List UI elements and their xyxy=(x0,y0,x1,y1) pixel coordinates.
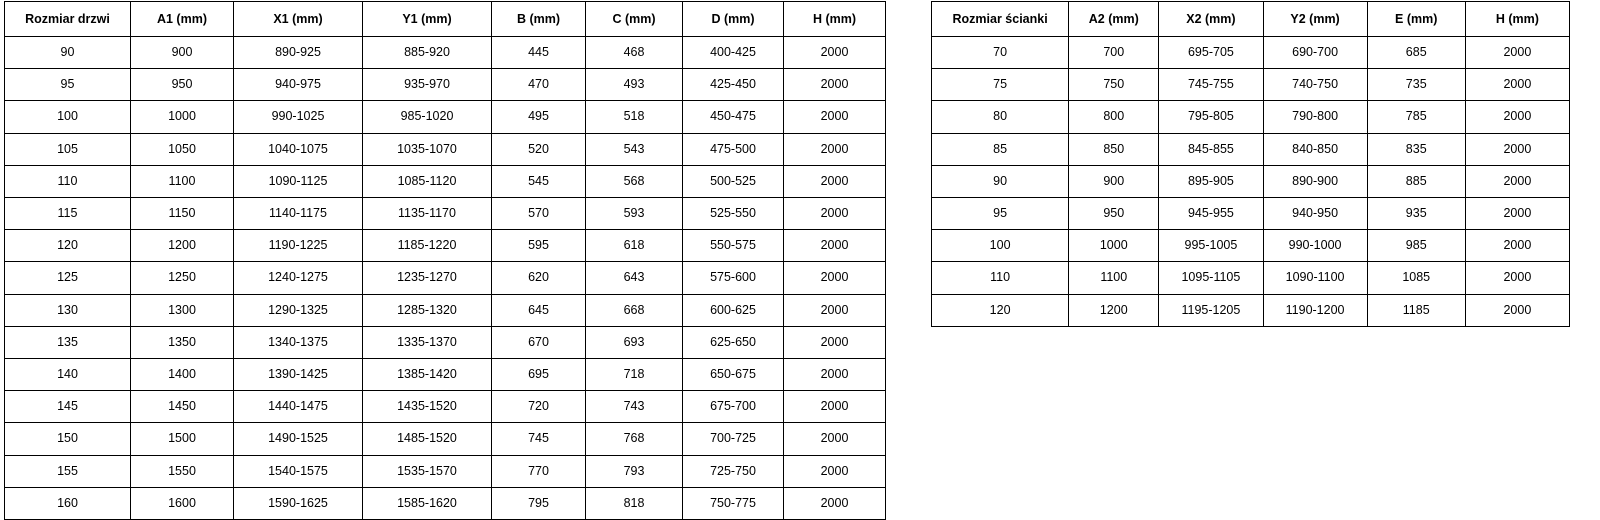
wall-panel-cell: 100 xyxy=(932,230,1069,262)
table-row xyxy=(5,423,886,455)
wall-panel-column-header: H (mm) xyxy=(1465,2,1569,37)
wall-panel-cell: 740-750 xyxy=(1263,69,1367,101)
door-size-cell: 1585-1620 xyxy=(363,487,492,519)
door-size-cell: 2000 xyxy=(784,455,886,487)
wall-panel-cell: 850 xyxy=(1069,133,1159,165)
door-size-cell: 2000 xyxy=(784,326,886,358)
door-size-cell: 470 xyxy=(492,69,586,101)
table-row xyxy=(5,37,886,69)
door-size-cell: 745 xyxy=(492,423,586,455)
wall-panel-cell: 2000 xyxy=(1465,69,1569,101)
table-row xyxy=(932,37,1570,69)
door-size-cell: 768 xyxy=(586,423,683,455)
door-size-cell: 1250 xyxy=(131,262,234,294)
door-size-cell: 625-650 xyxy=(683,326,784,358)
wall-panel-cell: 840-850 xyxy=(1263,133,1367,165)
wall-panel-cell: 940-950 xyxy=(1263,198,1367,230)
door-size-cell: 885-920 xyxy=(363,37,492,69)
door-size-cell: 818 xyxy=(586,487,683,519)
door-size-cell: 1290-1325 xyxy=(234,294,363,326)
door-size-cell: 643 xyxy=(586,262,683,294)
door-size-cell: 155 xyxy=(5,455,131,487)
table-body xyxy=(932,37,1570,327)
door-size-column-header: C (mm) xyxy=(586,2,683,37)
door-size-cell: 1390-1425 xyxy=(234,359,363,391)
wall-panel-cell: 1200 xyxy=(1069,294,1159,326)
table-row xyxy=(5,262,886,294)
table-row xyxy=(932,165,1570,197)
door-size-cell: 2000 xyxy=(784,101,886,133)
door-size-cell: 568 xyxy=(586,165,683,197)
door-size-cell: 450-475 xyxy=(683,101,784,133)
wall-panel-column-header: X2 (mm) xyxy=(1159,2,1263,37)
wall-panel-cell: 85 xyxy=(932,133,1069,165)
door-size-cell: 120 xyxy=(5,230,131,262)
door-size-cell: 1400 xyxy=(131,359,234,391)
door-size-cell: 100 xyxy=(5,101,131,133)
door-size-cell: 2000 xyxy=(784,230,886,262)
wall-panel-cell: 90 xyxy=(932,165,1069,197)
door-size-cell: 990-1025 xyxy=(234,101,363,133)
door-size-table xyxy=(4,1,886,520)
wall-panel-cell: 2000 xyxy=(1465,294,1569,326)
door-size-cell: 1090-1125 xyxy=(234,165,363,197)
door-size-cell: 1185-1220 xyxy=(363,230,492,262)
door-size-cell: 1040-1075 xyxy=(234,133,363,165)
wall-panel-cell: 1085 xyxy=(1367,262,1465,294)
wall-panel-cell: 885 xyxy=(1367,165,1465,197)
door-size-cell: 725-750 xyxy=(683,455,784,487)
wall-panel-cell: 785 xyxy=(1367,101,1465,133)
door-size-cell: 445 xyxy=(492,37,586,69)
door-size-cell: 2000 xyxy=(784,487,886,519)
door-size-cell: 1350 xyxy=(131,326,234,358)
table-row xyxy=(932,230,1570,262)
door-size-cell: 2000 xyxy=(784,37,886,69)
door-size-column-header: B (mm) xyxy=(492,2,586,37)
table-row xyxy=(932,262,1570,294)
door-size-cell: 495 xyxy=(492,101,586,133)
door-size-cell: 743 xyxy=(586,391,683,423)
door-size-cell: 593 xyxy=(586,198,683,230)
wall-panel-cell: 950 xyxy=(1069,198,1159,230)
door-size-cell: 595 xyxy=(492,230,586,262)
door-size-cell: 695 xyxy=(492,359,586,391)
wall-panel-size-table xyxy=(931,1,1570,327)
door-size-cell: 645 xyxy=(492,294,586,326)
wall-panel-cell: 795-805 xyxy=(1159,101,1263,133)
wall-panel-cell: 985 xyxy=(1367,230,1465,262)
table-row xyxy=(5,391,886,423)
door-size-cell: 95 xyxy=(5,69,131,101)
door-size-cell: 1300 xyxy=(131,294,234,326)
wall-panel-cell: 2000 xyxy=(1465,165,1569,197)
door-size-cell: 160 xyxy=(5,487,131,519)
wall-panel-cell: 995-1005 xyxy=(1159,230,1263,262)
door-size-cell: 2000 xyxy=(784,391,886,423)
door-size-cell: 543 xyxy=(586,133,683,165)
door-size-cell: 1535-1570 xyxy=(363,455,492,487)
door-size-cell: 670 xyxy=(492,326,586,358)
table-row xyxy=(5,294,886,326)
door-size-cell: 1035-1070 xyxy=(363,133,492,165)
wall-panel-cell: 2000 xyxy=(1465,262,1569,294)
door-size-cell: 1490-1525 xyxy=(234,423,363,455)
door-size-cell: 718 xyxy=(586,359,683,391)
wall-panel-cell: 2000 xyxy=(1465,230,1569,262)
door-size-cell: 1285-1320 xyxy=(363,294,492,326)
door-size-cell: 525-550 xyxy=(683,198,784,230)
wall-panel-column-header: E (mm) xyxy=(1367,2,1465,37)
door-size-cell: 518 xyxy=(586,101,683,133)
door-size-cell: 793 xyxy=(586,455,683,487)
door-size-cell: 985-1020 xyxy=(363,101,492,133)
wall-panel-cell: 2000 xyxy=(1465,101,1569,133)
wall-panel-cell: 800 xyxy=(1069,101,1159,133)
door-size-cell: 1450 xyxy=(131,391,234,423)
wall-panel-column-header: A2 (mm) xyxy=(1069,2,1159,37)
table-row xyxy=(5,230,886,262)
door-size-column-header: D (mm) xyxy=(683,2,784,37)
wall-panel-cell: 110 xyxy=(932,262,1069,294)
wall-panel-cell: 1190-1200 xyxy=(1263,294,1367,326)
door-size-cell: 668 xyxy=(586,294,683,326)
wall-panel-cell: 945-955 xyxy=(1159,198,1263,230)
door-size-cell: 1340-1375 xyxy=(234,326,363,358)
door-size-cell: 1600 xyxy=(131,487,234,519)
door-size-column-header: A1 (mm) xyxy=(131,2,234,37)
door-size-column-header: X1 (mm) xyxy=(234,2,363,37)
door-size-cell: 145 xyxy=(5,391,131,423)
wall-panel-cell: 80 xyxy=(932,101,1069,133)
door-size-cell: 90 xyxy=(5,37,131,69)
table-row xyxy=(5,455,886,487)
wall-panel-cell: 1090-1100 xyxy=(1263,262,1367,294)
door-size-cell: 1135-1170 xyxy=(363,198,492,230)
table-row xyxy=(5,101,886,133)
wall-panel-cell: 745-755 xyxy=(1159,69,1263,101)
door-size-cell: 620 xyxy=(492,262,586,294)
door-size-cell: 795 xyxy=(492,487,586,519)
door-size-cell: 1085-1120 xyxy=(363,165,492,197)
door-size-cell: 675-700 xyxy=(683,391,784,423)
table-row xyxy=(932,69,1570,101)
wall-panel-cell: 70 xyxy=(932,37,1069,69)
wall-panel-cell: 735 xyxy=(1367,69,1465,101)
door-size-cell: 1440-1475 xyxy=(234,391,363,423)
table-row xyxy=(5,326,886,358)
wall-panel-cell: 1000 xyxy=(1069,230,1159,262)
door-size-column-header: H (mm) xyxy=(784,2,886,37)
wall-panel-cell: 890-900 xyxy=(1263,165,1367,197)
door-size-cell: 1100 xyxy=(131,165,234,197)
door-size-cell: 1500 xyxy=(131,423,234,455)
door-size-cell: 1200 xyxy=(131,230,234,262)
wall-panel-cell: 700 xyxy=(1069,37,1159,69)
door-size-cell: 130 xyxy=(5,294,131,326)
door-size-cell: 2000 xyxy=(784,423,886,455)
wall-panel-cell: 690-700 xyxy=(1263,37,1367,69)
wall-panel-cell: 895-905 xyxy=(1159,165,1263,197)
wall-panel-cell: 695-705 xyxy=(1159,37,1263,69)
door-size-cell: 493 xyxy=(586,69,683,101)
table-row xyxy=(5,69,886,101)
door-size-cell: 2000 xyxy=(784,262,886,294)
wall-panel-cell: 990-1000 xyxy=(1263,230,1367,262)
door-size-cell: 110 xyxy=(5,165,131,197)
door-size-cell: 600-625 xyxy=(683,294,784,326)
door-size-cell: 1385-1420 xyxy=(363,359,492,391)
door-size-cell: 140 xyxy=(5,359,131,391)
door-size-cell: 2000 xyxy=(784,359,886,391)
wall-panel-cell: 750 xyxy=(1069,69,1159,101)
wall-panel-cell: 900 xyxy=(1069,165,1159,197)
door-size-cell: 2000 xyxy=(784,69,886,101)
wall-panel-column-header: Rozmiar ścianki xyxy=(932,2,1069,37)
door-size-cell: 1550 xyxy=(131,455,234,487)
door-size-cell: 700-725 xyxy=(683,423,784,455)
door-size-cell: 400-425 xyxy=(683,37,784,69)
door-size-cell: 2000 xyxy=(784,165,886,197)
door-size-cell: 2000 xyxy=(784,133,886,165)
wall-panel-cell: 935 xyxy=(1367,198,1465,230)
door-size-cell: 1435-1520 xyxy=(363,391,492,423)
door-size-cell: 1540-1575 xyxy=(234,455,363,487)
door-size-cell: 1335-1370 xyxy=(363,326,492,358)
door-size-cell: 1240-1275 xyxy=(234,262,363,294)
door-size-cell: 125 xyxy=(5,262,131,294)
wall-panel-cell: 685 xyxy=(1367,37,1465,69)
table-row xyxy=(5,165,886,197)
door-size-cell: 425-450 xyxy=(683,69,784,101)
wall-panel-cell: 845-855 xyxy=(1159,133,1263,165)
door-size-cell: 2000 xyxy=(784,294,886,326)
table-row xyxy=(5,133,886,165)
door-size-cell: 468 xyxy=(586,37,683,69)
door-size-cell: 150 xyxy=(5,423,131,455)
door-size-cell: 500-525 xyxy=(683,165,784,197)
wall-panel-cell: 2000 xyxy=(1465,133,1569,165)
wall-panel-cell: 120 xyxy=(932,294,1069,326)
wall-panel-cell: 1095-1105 xyxy=(1159,262,1263,294)
door-size-cell: 950 xyxy=(131,69,234,101)
table-row xyxy=(932,198,1570,230)
door-size-cell: 1050 xyxy=(131,133,234,165)
table-header-row xyxy=(5,2,886,37)
wall-panel-cell: 1185 xyxy=(1367,294,1465,326)
wall-panel-cell: 2000 xyxy=(1465,37,1569,69)
wall-panel-cell: 2000 xyxy=(1465,198,1569,230)
wall-panel-cell: 1195-1205 xyxy=(1159,294,1263,326)
door-size-column-header: Y1 (mm) xyxy=(363,2,492,37)
door-size-cell: 890-925 xyxy=(234,37,363,69)
table-row xyxy=(932,133,1570,165)
door-size-cell: 940-975 xyxy=(234,69,363,101)
table-header-row xyxy=(932,2,1570,37)
wall-panel-cell: 75 xyxy=(932,69,1069,101)
wall-panel-cell: 95 xyxy=(932,198,1069,230)
door-size-cell: 1590-1625 xyxy=(234,487,363,519)
door-size-cell: 618 xyxy=(586,230,683,262)
door-size-cell: 570 xyxy=(492,198,586,230)
door-size-cell: 135 xyxy=(5,326,131,358)
wall-panel-cell: 1100 xyxy=(1069,262,1159,294)
table-row xyxy=(932,294,1570,326)
door-size-cell: 475-500 xyxy=(683,133,784,165)
door-size-cell: 1190-1225 xyxy=(234,230,363,262)
wall-panel-column-header: Y2 (mm) xyxy=(1263,2,1367,37)
door-size-cell: 650-675 xyxy=(683,359,784,391)
door-size-cell: 520 xyxy=(492,133,586,165)
door-size-cell: 1235-1270 xyxy=(363,262,492,294)
door-size-cell: 105 xyxy=(5,133,131,165)
door-size-cell: 545 xyxy=(492,165,586,197)
table-row xyxy=(932,101,1570,133)
door-size-cell: 575-600 xyxy=(683,262,784,294)
wall-panel-cell: 790-800 xyxy=(1263,101,1367,133)
door-size-cell: 770 xyxy=(492,455,586,487)
door-size-cell: 550-575 xyxy=(683,230,784,262)
door-size-cell: 1000 xyxy=(131,101,234,133)
table-row xyxy=(5,198,886,230)
wall-panel-cell: 835 xyxy=(1367,133,1465,165)
door-size-cell: 2000 xyxy=(784,198,886,230)
door-size-cell: 720 xyxy=(492,391,586,423)
door-size-cell: 900 xyxy=(131,37,234,69)
door-size-cell: 1485-1520 xyxy=(363,423,492,455)
door-size-column-header: Rozmiar drzwi xyxy=(5,2,131,37)
door-size-cell: 1150 xyxy=(131,198,234,230)
door-size-cell: 935-970 xyxy=(363,69,492,101)
table-row xyxy=(5,487,886,519)
door-size-cell: 750-775 xyxy=(683,487,784,519)
door-size-cell: 115 xyxy=(5,198,131,230)
door-size-cell: 693 xyxy=(586,326,683,358)
table-row xyxy=(5,359,886,391)
table-body xyxy=(5,37,886,520)
door-size-cell: 1140-1175 xyxy=(234,198,363,230)
